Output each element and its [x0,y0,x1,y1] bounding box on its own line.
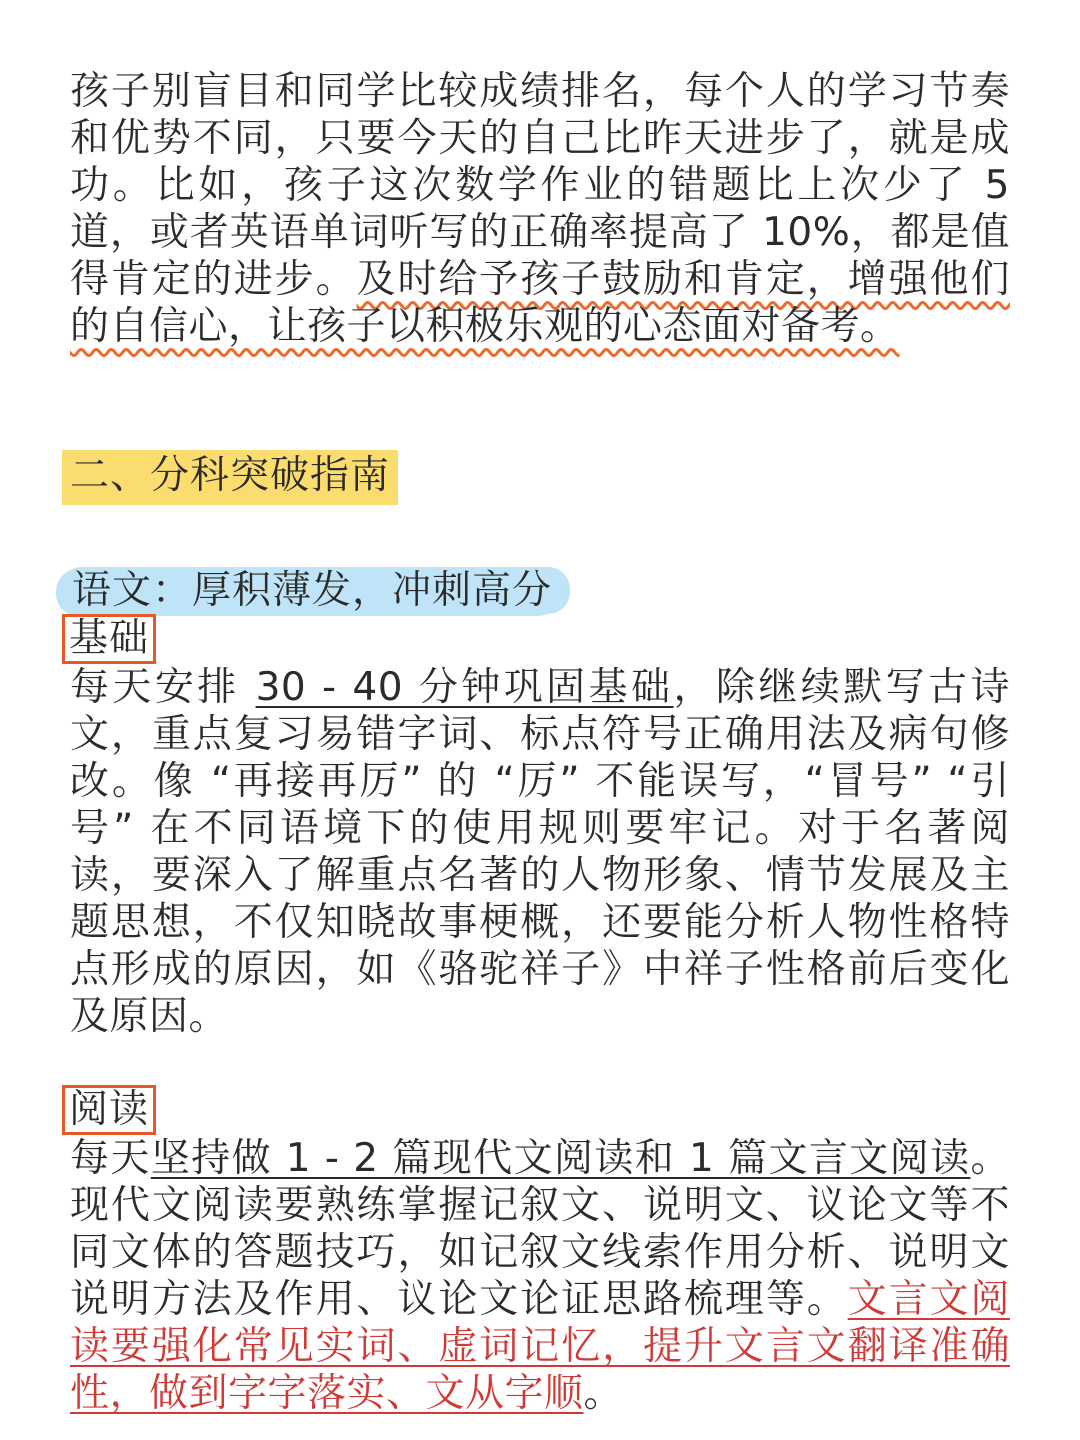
reading-red-underlined: 文言文阅读要强化常见实词、虚词记忆，提升文言文翻译准确性，做到字字落实、文从字顺 [70,1277,1010,1416]
reading-end: 。 [583,1371,624,1416]
section-heading: 二、分科突破指南 [62,450,398,505]
subject-heading: 语文：厚积薄发，冲刺高分 [60,567,564,614]
basic-block [70,614,1010,1040]
reading-underlined: 坚持做 1 - 2 篇现代文阅读和 1 篇文言文阅读 [150,1136,971,1181]
intro-text: 孩子别盲目和同学比较成绩排名，每个人的学习节奏和优势不同，只要今天的自己比昨天进步了，就是成功。比如，孩子这次数学作业的错题比上次少了 5 道，或者英语单词听写的正确率提高了 10%，都是值得肯定的进步。 [70,69,1010,302]
intro-paragraph [70,68,1010,350]
basic-underlined: 30 - 40 分钟巩固基础 [255,665,674,710]
intro-highlight: 及时给予孩子鼓励和肯定，增强他们的自信心，让孩子以积极乐观的心态面对备考。 [70,257,1010,349]
basic-paragraph [70,664,1010,1040]
reading-pre: 每天 [70,1136,151,1181]
basic-rest: ，除继续默写古诗文，重点复习易错字词、标点符号正确用法及病句修改。像 “再接再厉” 的 “厉” 不能误写，“冒号” “引号” 在不同语境下的使用规则要牢记。对于名著阅读，要深入了解重点名著的人物形象、情节发展及主题思想，不仅知晓故事梗概，还要能分析人物性格特点形成的原因，如《骆驼祥子》中祥子性格前后变化及原因。 [70,665,1010,1039]
basic-label: 基础 [62,614,156,664]
reading-label: 阅读 [62,1085,156,1135]
reading-rest: 。现代文阅读要熟练掌握记叙文、说明文、议论文等不同文体的答题技巧，如记叙文线索作用分析、说明文说明方法及作用、议论文论证思路梳理等。 [70,1136,1010,1322]
reading-paragraph [70,1135,1010,1417]
basic-pre: 每天安排 [70,665,256,710]
reading-block [70,1085,1010,1417]
